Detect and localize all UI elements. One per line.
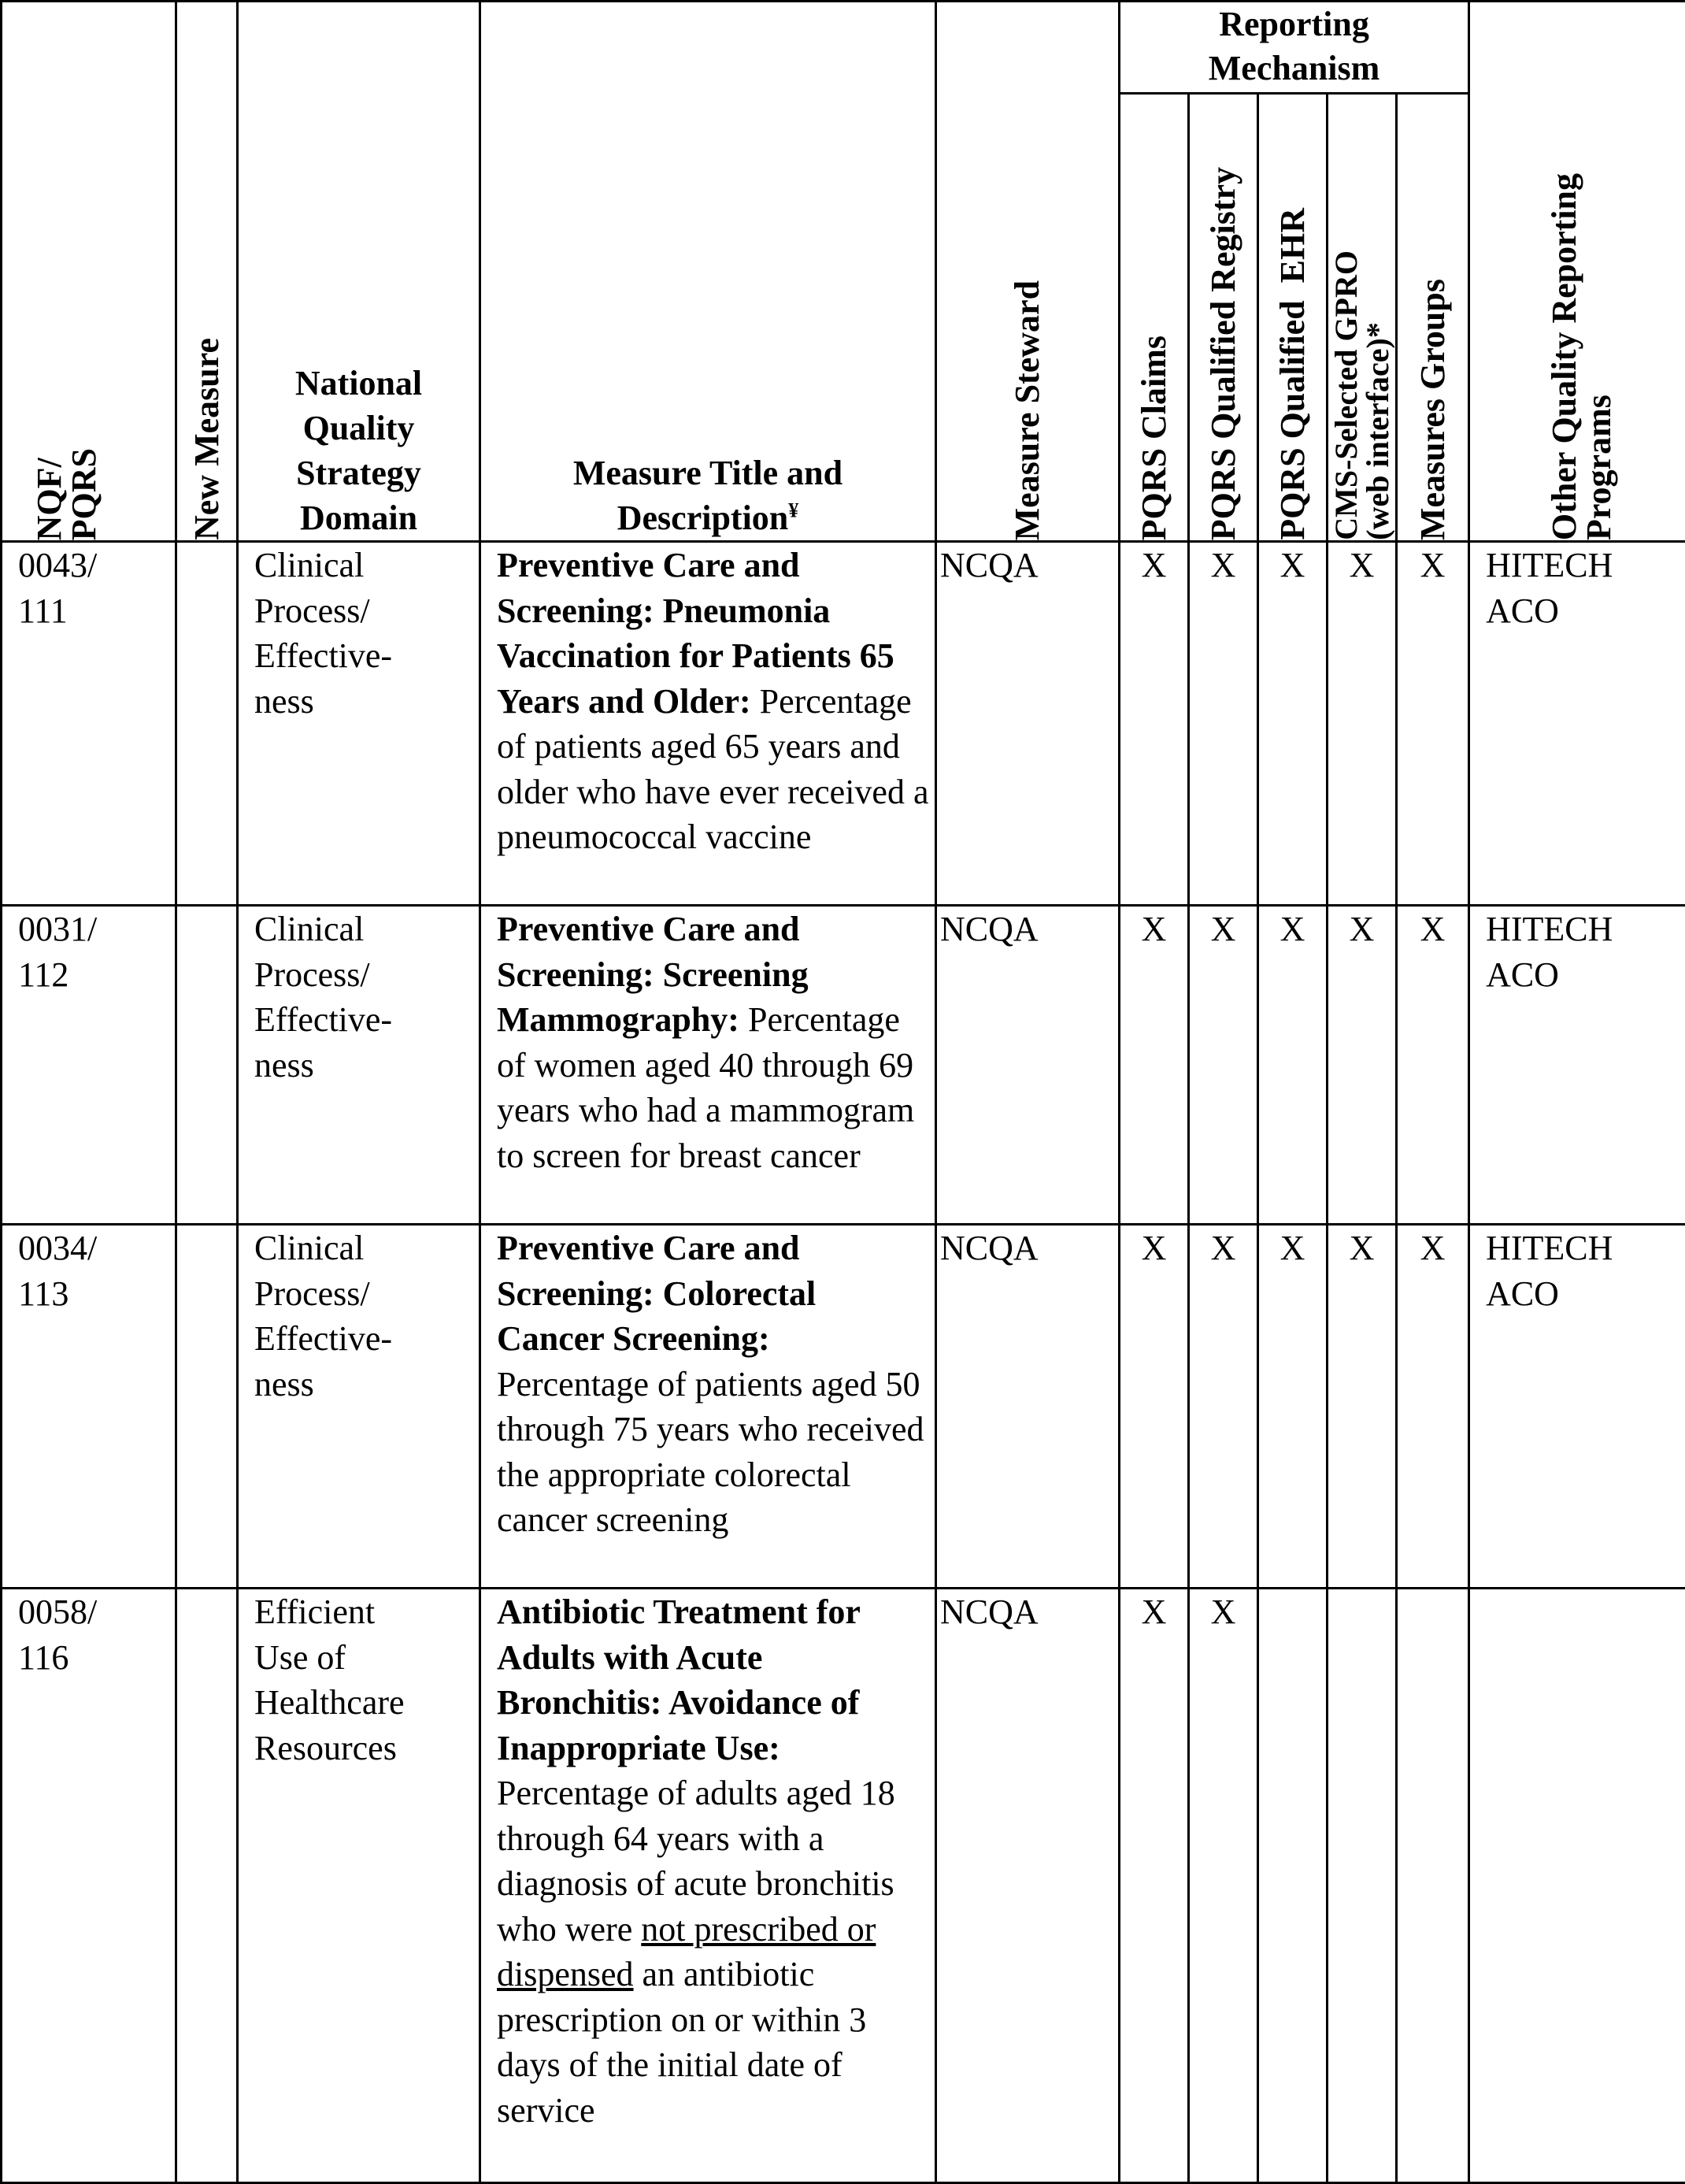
nqf-pqrs-id: 0031/ 112 [2, 906, 176, 1225]
ehr-cell: X [1258, 906, 1328, 1225]
measure-description: Percentage of patients aged 50 through 75 years who received the appropriate colorectal cancer screening [497, 1365, 924, 1540]
registry-cell: X [1189, 1225, 1258, 1589]
measure-description-cell [480, 1589, 936, 2183]
measure-description: Percentage of women aged 40 through 69 years who had a mammogram to screen for breast cancer [497, 1000, 914, 1175]
header-measure-steward: Measure Steward [936, 2, 1120, 542]
measure-description-continued: an antibiotic prescription on or within 3 days of the initial date of service [497, 1955, 866, 2130]
table-row [2, 542, 1685, 906]
header-nqf-pqrs: NQF/ PQRS [2, 2, 176, 542]
registry-cell: X [1189, 1589, 1258, 2183]
table-row [2, 906, 1685, 1225]
measure-title: Preventive Care and Screening: Colorectal Cancer Screening: [497, 1229, 816, 1358]
other-programs-cell: HITECH ACO [1469, 1225, 1685, 1589]
measure-description-cell [480, 1225, 936, 1589]
measure-title: Preventive Care and Screening: Pneumonia Vaccination for Patients 65 Years and Older: [497, 546, 894, 721]
domain-cell: Clinical Process/ Effective- ness [238, 906, 480, 1225]
groups-cell: X [1397, 1225, 1469, 1589]
footnote-mark: ¥ [788, 499, 798, 521]
nqf-pqrs-id: 0034/ 113 [2, 1225, 176, 1589]
underlined-phrase: not prescribed or dispensed [497, 1910, 876, 1994]
gpro-cell: X [1328, 1225, 1397, 1589]
other-programs-cell: HITECH ACO [1469, 906, 1685, 1225]
other-programs-cell: HITECH ACO [1469, 542, 1685, 906]
measure-description: Percentage of adults aged 18 through 64 years with a diagnosis of acute bronchitis who were [497, 1774, 895, 1949]
header-measures-groups: Measures Groups [1397, 94, 1469, 542]
domain-cell: Clinical Process/ Effective- ness [238, 1225, 480, 1589]
new-measure-cell [176, 1225, 238, 1589]
header-pqrs-registry: PQRS Qualified Registry [1189, 94, 1258, 542]
measure-title: Antibiotic Treatment for Adults with Acute Bronchitis: Avoidance of Inappropriate Use: [497, 1593, 860, 1767]
header-cms-gpro: CMS-Selected GPRO (web interface)* [1328, 94, 1397, 542]
gpro-cell: X [1328, 542, 1397, 906]
new-measure-cell [176, 1589, 238, 2183]
gpro-cell [1328, 1589, 1397, 2183]
header-domain: National Quality Strategy Domain [238, 2, 480, 542]
steward-cell: NCQA [936, 542, 1120, 906]
header-pqrs-claims: PQRS Claims [1120, 94, 1189, 542]
ehr-cell: X [1258, 1225, 1328, 1589]
header-new-measure: New Measure [176, 2, 238, 542]
header-other-programs: Other Quality Reporting Programs [1469, 2, 1685, 542]
groups-cell: X [1397, 906, 1469, 1225]
table-row [2, 1589, 1685, 2183]
steward-cell: NCQA [936, 1225, 1120, 1589]
groups-cell [1397, 1589, 1469, 2183]
measure-description: Percentage of patients aged 65 years and older who have ever received a pneumococcal vaccine [497, 682, 928, 857]
measure-description-cell [480, 542, 936, 906]
claims-cell: X [1120, 1589, 1189, 2183]
new-measure-cell [176, 906, 238, 1225]
groups-cell: X [1397, 542, 1469, 906]
nqf-pqrs-id: 0043/ 111 [2, 542, 176, 906]
header-measure-title: Measure Title and Description¥ [480, 2, 936, 542]
domain-cell: Efficient Use of Healthcare Resources [238, 1589, 480, 2183]
domain-cell: Clinical Process/ Effective- ness [238, 542, 480, 906]
header-reporting-mechanism: Reporting Mechanism [1120, 2, 1469, 94]
registry-cell: X [1189, 906, 1258, 1225]
measure-title: Preventive Care and Screening: Screening Mammography: [497, 910, 809, 1039]
gpro-cell: X [1328, 906, 1397, 1225]
nqf-pqrs-id: 0058/ 116 [2, 1589, 176, 2183]
measure-description-cell [480, 906, 936, 1225]
claims-cell: X [1120, 1225, 1189, 1589]
ehr-cell: X [1258, 542, 1328, 906]
claims-cell: X [1120, 542, 1189, 906]
steward-cell: NCQA [936, 906, 1120, 1225]
header-pqrs-ehr: PQRS Qualified EHR [1258, 94, 1328, 542]
table-row [2, 1225, 1685, 1589]
ehr-cell [1258, 1589, 1328, 2183]
claims-cell: X [1120, 906, 1189, 1225]
new-measure-cell [176, 542, 238, 906]
steward-cell: NCQA [936, 1589, 1120, 2183]
other-programs-cell [1469, 1589, 1685, 2183]
registry-cell: X [1189, 542, 1258, 906]
